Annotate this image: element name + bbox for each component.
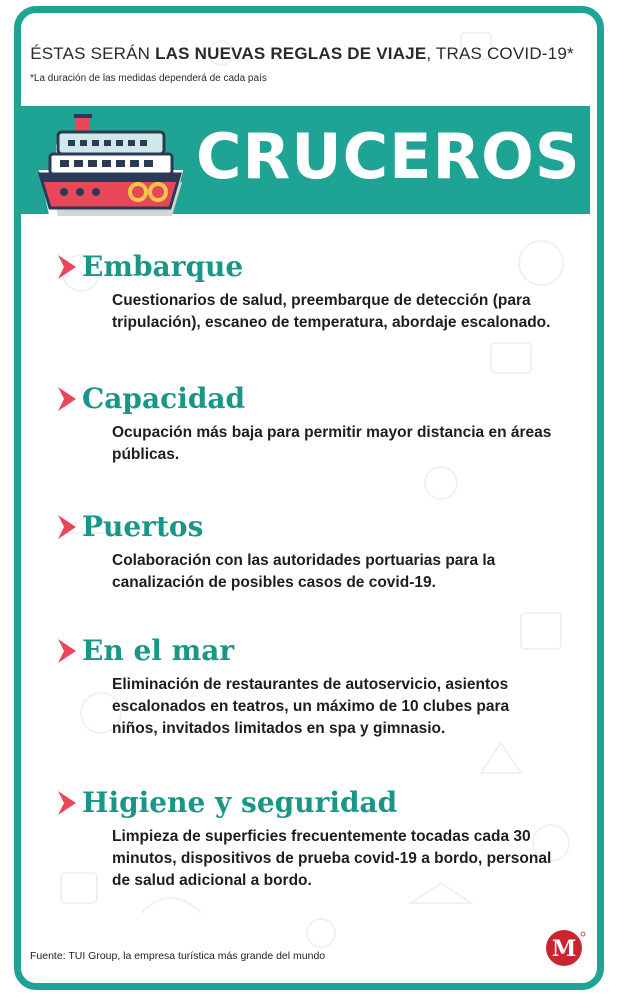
chevron-right-icon (56, 386, 78, 412)
section-body: Colaboración con las autoridades portuarias para la canalización de posibles casos de covid-19. (112, 552, 496, 591)
section-heading (56, 786, 586, 820)
headline-bold: LAS NUEVAS REGLAS DE VIAJE (155, 44, 427, 63)
section-title: Embarque (82, 250, 244, 283)
logo-letter: M (551, 936, 577, 962)
section-embarque (56, 250, 586, 334)
section-title: Capacidad (82, 382, 246, 415)
chevron-right-icon (56, 790, 78, 816)
section-heading (56, 250, 586, 284)
milenio-logo (544, 926, 588, 970)
chevron-right-icon (56, 514, 78, 540)
section-puertos (56, 510, 586, 594)
headline-suffix: , TRAS COVID-19* (426, 44, 574, 63)
headline-prefix: ÉSTAS SERÁN (30, 44, 156, 63)
section-body: Cuestionarios de salud, preembarque de detección (para tripulación), escaneo de temperatura, abordaje escalonado. (112, 292, 551, 331)
section-title: Higiene y seguridad (82, 786, 398, 819)
section-heading (56, 634, 586, 668)
headline (14, 44, 590, 64)
banner-title: CRUCEROS (196, 120, 581, 193)
section-heading (56, 510, 586, 544)
section-title: Puertos (82, 510, 204, 543)
section-capacidad (56, 382, 586, 466)
section-heading (56, 382, 586, 416)
duration-note: *La duración de las medidas dependerá de cada país (30, 73, 267, 84)
source-credit: Fuente: TUI Group, la empresa turística más grande del mundo (30, 950, 326, 962)
section-body: Ocupación más baja para permitir mayor distancia en áreas públicas. (112, 424, 552, 463)
chevron-right-icon (56, 254, 78, 280)
section-higiene (56, 786, 586, 892)
section-en-el-mar (56, 634, 586, 740)
section-body: Eliminación de restaurantes de autoservicio, asientos escalonados en teatros, un máximo de 10 clubes para niños, invitados limitados en spa y gimnasio. (112, 676, 510, 737)
section-title: En el mar (82, 634, 235, 667)
cruise-ship-icon (30, 110, 190, 220)
section-body: Limpieza de superficies frecuentemente tocadas cada 30 minutos, dispositivos de prueba covid-19 a bordo, personal de salud adicional a bordo. (112, 828, 552, 889)
chevron-right-icon (56, 638, 78, 664)
